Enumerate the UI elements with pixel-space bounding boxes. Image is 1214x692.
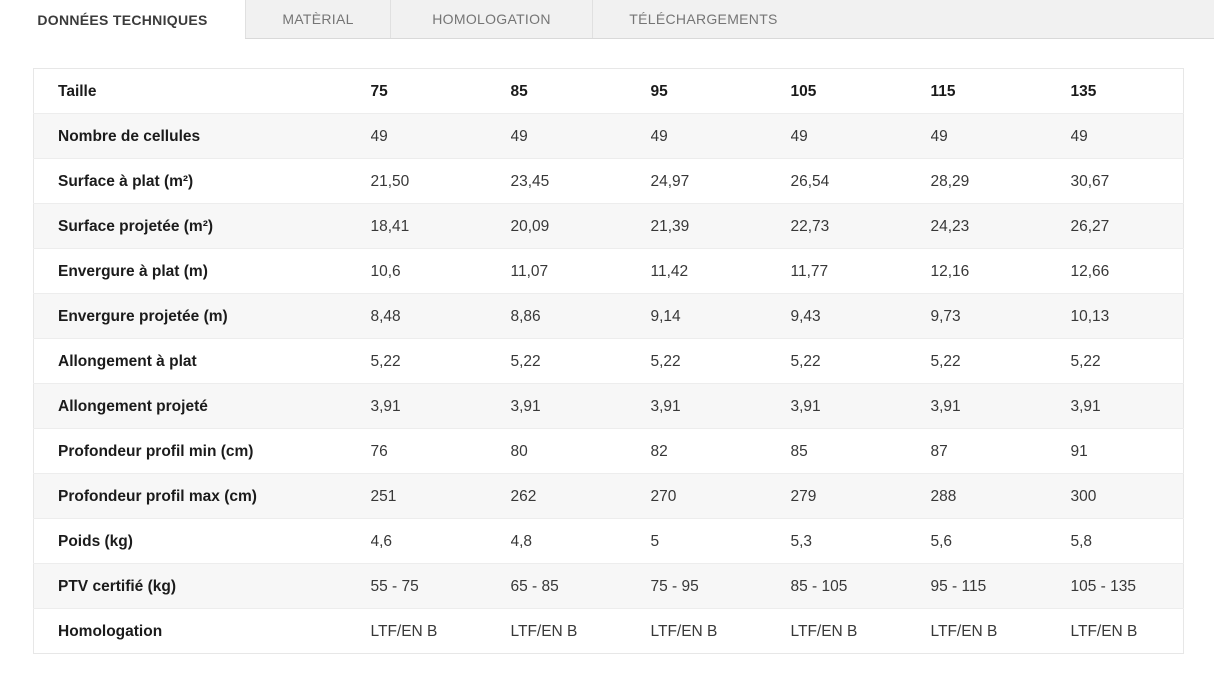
row-label: Surface projetée (m²) [34,204,371,249]
table-header-row [34,69,1184,114]
cell-value: 85 [510,82,528,100]
tab-label: DONNÉES TECHNIQUES [37,11,208,28]
table-row [34,294,1184,339]
cell-value: 65 - 85 [511,564,651,609]
cell-value: 115 [930,82,956,100]
table-row [34,564,1184,609]
table-row [34,204,1184,249]
spec-table-body [34,69,1184,654]
cell-value: 251 [371,474,511,519]
cell-value: 9,14 [651,294,791,339]
cell-value: 49 [651,114,791,159]
cell-value: 49 [511,114,651,159]
cell-value: 4,8 [511,519,651,564]
cell-value: 105 [790,82,817,100]
cell-value: 12,16 [931,249,1071,294]
cell-value: 9,73 [931,294,1071,339]
row-label: Allongement projeté [34,384,371,429]
cell-value: 3,91 [791,384,931,429]
tab-material[interactable] [245,0,390,38]
cell-value: 288 [931,474,1071,519]
cell-value: LTF/EN B [371,609,511,654]
cell-value: LTF/EN B [1071,609,1184,654]
row-label: Allongement à plat [34,339,371,384]
cell-value: 91 [1071,429,1184,474]
tab-telechargements[interactable] [592,0,814,38]
cell-value: 49 [791,114,931,159]
tab-label: TÉLÉCHARGEMENTS [629,11,778,27]
cell-value: 4,6 [371,519,511,564]
tab-label: MATÈRIAL [282,11,354,27]
cell-value: 49 [931,114,1071,159]
row-label: Envergure projetée (m) [34,294,371,339]
cell-value: 26,27 [1071,204,1184,249]
cell-value: 8,48 [371,294,511,339]
cell-value: 76 [371,429,511,474]
cell-value: LTF/EN B [931,609,1071,654]
cell-value: 95 - 115 [931,564,1071,609]
row-label: Taille [58,82,97,100]
cell-value: 21,39 [651,204,791,249]
cell-value: LTF/EN B [791,609,931,654]
table-row [34,114,1184,159]
cell-value: 5,6 [931,519,1071,564]
cell-value: 9,43 [791,294,931,339]
cell-value: 82 [651,429,791,474]
cell-value: 22,73 [791,204,931,249]
cell-value: 3,91 [651,384,791,429]
cell-value: 5,22 [511,339,651,384]
cell-value: 24,97 [651,159,791,204]
cell-value: 135 [1070,82,1097,100]
cell-value: 5,22 [1071,339,1184,384]
table-row [34,339,1184,384]
cell-value: 262 [511,474,651,519]
cell-value: 5,22 [651,339,791,384]
cell-value: 55 - 75 [371,564,511,609]
table-row [34,429,1184,474]
cell-value: 3,91 [511,384,651,429]
cell-value: 20,09 [511,204,651,249]
cell-value: 11,77 [791,249,931,294]
row-label: Profondeur profil min (cm) [34,429,371,474]
table-row [34,384,1184,429]
cell-value: 75 [370,82,388,100]
cell-value: 10,6 [371,249,511,294]
cell-value: 85 - 105 [791,564,931,609]
cell-value: LTF/EN B [651,609,791,654]
row-label: Homologation [34,609,371,654]
cell-value: 85 [791,429,931,474]
tab-donnees-techniques[interactable] [0,0,245,39]
cell-value: 300 [1071,474,1184,519]
cell-value: 75 - 95 [651,564,791,609]
cell-value: 3,91 [1071,384,1184,429]
cell-value: 95 [650,82,668,100]
row-label: Surface à plat (m²) [34,159,371,204]
tab-homologation[interactable] [390,0,592,38]
cell-value: 8,86 [511,294,651,339]
row-label: Profondeur profil max (cm) [34,474,371,519]
cell-value: 18,41 [371,204,511,249]
cell-value: 11,07 [511,249,651,294]
table-row [34,159,1184,204]
row-label: Envergure à plat (m) [34,249,371,294]
cell-value: 49 [1071,114,1184,159]
technical-data-table [33,68,1184,654]
cell-value: 3,91 [931,384,1071,429]
cell-value: 28,29 [931,159,1071,204]
cell-value: 80 [511,429,651,474]
row-label: Nombre de cellules [34,114,371,159]
cell-value: 26,54 [791,159,931,204]
tab-bar [0,0,1214,39]
cell-value: 5,3 [791,519,931,564]
cell-value: 5,8 [1071,519,1184,564]
cell-value: 12,66 [1071,249,1184,294]
row-label: PTV certifié (kg) [34,564,371,609]
cell-value: 30,67 [1071,159,1184,204]
table-row [34,609,1184,654]
cell-value: 10,13 [1071,294,1184,339]
cell-value: 5,22 [931,339,1071,384]
row-label: Poids (kg) [34,519,371,564]
cell-value: 87 [931,429,1071,474]
cell-value: 5,22 [371,339,511,384]
cell-value: 24,23 [931,204,1071,249]
technical-data-section [33,68,1184,654]
cell-value: 270 [651,474,791,519]
cell-value: 105 - 135 [1071,564,1184,609]
cell-value: 279 [791,474,931,519]
table-row [34,519,1184,564]
cell-value: 11,42 [651,249,791,294]
cell-value: 5 [651,519,791,564]
cell-value: 3,91 [371,384,511,429]
table-row [34,474,1184,519]
cell-value: 23,45 [511,159,651,204]
table-row [34,249,1184,294]
tab-label: HOMOLOGATION [432,11,551,27]
cell-value: LTF/EN B [511,609,651,654]
cell-value: 21,50 [371,159,511,204]
cell-value: 5,22 [791,339,931,384]
cell-value: 49 [371,114,511,159]
tab-bar-filler [814,0,1214,38]
